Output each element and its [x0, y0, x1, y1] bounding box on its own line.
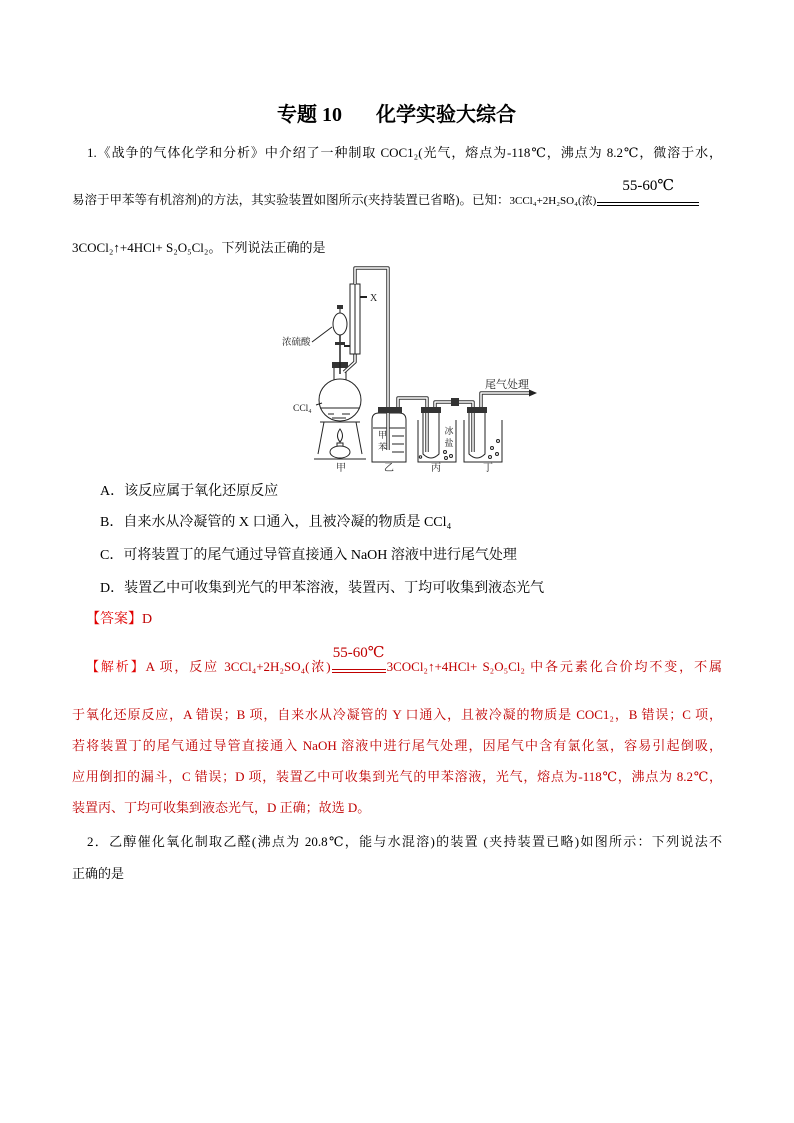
- q1-condition-double-line: [597, 202, 699, 206]
- label-conc-sulfuric-acid: 浓硫酸: [282, 338, 311, 348]
- label-apparatus-yi: 乙: [384, 463, 394, 474]
- bottle-stopper: [378, 407, 402, 413]
- analysis-condition-double-line: [332, 669, 386, 673]
- q1-stem-line-3: 3COCl₂↑+4HCl+ S₂O₅Cl₂。下列说法正确的是: [72, 240, 326, 255]
- option-text: 可将装置丁的尾气通过导管直接通入 NaOH 溶液中进行尾气处理: [123, 548, 517, 563]
- analysis-line-4: 应用倒扣的漏斗，C 错误；D 项，装置乙中可收集到光气的甲苯溶液，光气，熔点为-118℃，沸点为 8.2℃，: [72, 769, 722, 784]
- q1-reaction-condition: [596, 178, 700, 210]
- ice-particle: [419, 456, 421, 458]
- label-toluene-2: 苯: [378, 442, 388, 452]
- answer-label: 【答案】: [86, 612, 142, 627]
- label-ccl4: CCl₄: [293, 404, 312, 414]
- flame-icon: [338, 429, 343, 442]
- analysis-reactants-formula: 3CCl₄+2H₂SO₄(浓): [224, 659, 331, 674]
- tripod-leg-right: [356, 422, 362, 454]
- q2-stem-line-1: 2．乙醇催化氧化制取乙醛(沸点为 20.8℃，能与水混溶)的装置 (夹持装置已略)如图所示：下列说法不: [87, 834, 722, 849]
- separatory-funnel: [333, 313, 347, 335]
- analysis-line-1-rest: 3COCl₂↑+4HCl+ S₂O₅Cl₂ 中各元素化合价均不变，不属: [386, 659, 722, 674]
- analysis-condition-text: 55-60℃: [332, 645, 385, 661]
- funnel-stopcock: [335, 342, 345, 345]
- title-number: 专题 10: [277, 104, 342, 126]
- option-label: A．: [100, 484, 125, 499]
- analysis-line-5: 装置丙、丁均可收集到液态光气，D 正确；故选 D。: [72, 800, 371, 815]
- ice-particle: [489, 456, 492, 459]
- option-text: 该反应属于氧化还原反应: [124, 484, 279, 499]
- q2-stem-line-2: 正确的是: [72, 866, 125, 881]
- option-label: C．: [100, 548, 124, 563]
- analysis-label: 【解析】: [86, 659, 146, 674]
- alcohol-lamp: [330, 446, 350, 458]
- round-bottom-flask: [319, 379, 361, 421]
- q1-stem-line-1: 1.《战争的气体化学和分析》中介绍了一种制取 COC1₂(光气，熔点为-118℃，沸点为 8.2℃，微溶于水，: [87, 145, 722, 160]
- option-b: [100, 513, 451, 533]
- ice-particle: [497, 440, 500, 443]
- trap-stopper-2: [467, 407, 487, 413]
- funnel-stopper: [337, 305, 343, 309]
- ice-particle: [444, 451, 447, 454]
- label-tail-gas: 尾气处理: [485, 379, 529, 391]
- ice-particle: [491, 447, 494, 450]
- option-c: [100, 546, 517, 566]
- page-title: [277, 103, 516, 127]
- title-name: 化学实验大综合: [376, 104, 516, 126]
- label-ice-salt-2: 盐: [444, 438, 454, 448]
- option-label: B．: [100, 515, 124, 530]
- arrow-right-icon: [529, 390, 537, 397]
- label-apparatus-ding: 丁: [483, 463, 493, 474]
- option-a: [100, 482, 278, 502]
- analysis-line-1: [86, 645, 722, 677]
- sulfuric-acid-leader-line: [312, 327, 332, 342]
- analysis-line-2: 于氧化还原反应，A 错误；B 项，自来水从冷凝管的 Y 口通入，且被冷凝的物质是 COC1₂，B 错误；C 项，: [72, 707, 722, 722]
- analysis-reaction-condition: [331, 645, 387, 677]
- tripod-leg-left: [318, 422, 324, 454]
- trap-stopper-1: [421, 407, 441, 413]
- label-toluene-1: 甲: [378, 430, 388, 440]
- apparatus-figure: [280, 262, 545, 477]
- label-ice-salt-1: 冰: [444, 426, 454, 436]
- q1-condition-text: 55-60℃: [622, 178, 675, 194]
- tail-gas-tube: [481, 393, 530, 408]
- analysis-line-1-text: A 项，反应: [145, 659, 225, 674]
- option-d: [100, 579, 544, 599]
- ice-particle: [445, 457, 448, 460]
- q1-stem-line-2: [72, 178, 700, 210]
- option-text: 装置乙中可收集到光气的甲苯溶液，装置丙、丁均可收集到液态光气: [124, 581, 545, 596]
- q1-reactants-formula: 3CCl₄+2H₂SO₄(浓): [509, 195, 597, 207]
- ice-particle: [496, 453, 499, 456]
- label-port-x: X: [370, 293, 378, 304]
- ice-particle: [450, 455, 453, 458]
- label-apparatus-bing: 丙: [431, 463, 441, 474]
- tube-clamp: [451, 398, 459, 406]
- answer-line: [86, 610, 152, 630]
- analysis-line-3: 若将装置丁的尾气通过导管直接通入 NaOH 溶液中进行尾气处理，因尾气中含有氯化氢，容易引起倒吸，: [72, 738, 722, 753]
- answer-value: D: [142, 612, 153, 627]
- q1-stem-line-2-text: 易溶于甲苯等有机溶剂)的方法，其实验装置如图所示(夹持装置已省略)。已知：: [72, 193, 510, 207]
- option-text: 自来水从冷凝管的 X 口通入，且被冷凝的物质是 CCl₄: [123, 515, 452, 530]
- label-apparatus-jia: 甲: [336, 463, 346, 474]
- option-label: D．: [100, 581, 125, 596]
